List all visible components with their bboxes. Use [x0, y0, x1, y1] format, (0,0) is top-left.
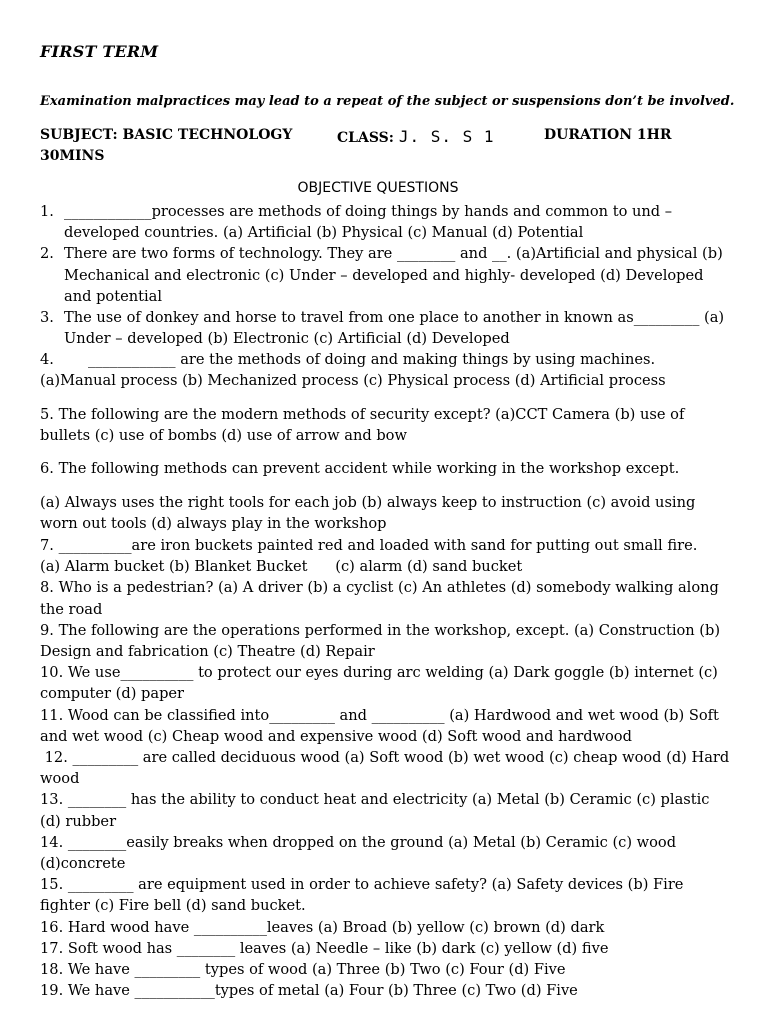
question-line: 9. The following are the operations performed in the workshop, except. (a) Construction (b) Design and fabrication (c) Theatre (d) Repair [40, 621, 721, 661]
class-info [337, 127, 495, 146]
question-number: 2. [40, 245, 54, 263]
question-text: ____________processes are methods of doing things by hands and common to und – developed countries. (a) Artificial (b) Physical (c) Manual (d) Potential [64, 203, 673, 242]
question-line: 13. ________ has the ability to conduct heat and electricity (a) Metal (b) Ceramic (c) plastic (d) rubber [40, 791, 710, 830]
malpractice-warning: Examination malpractices may lead to a repeat of the subject or suspensions don’t be involved. [40, 94, 735, 109]
question-line: 18. We have _________ types of wood (a) Three (b) Two (c) Four (d) Five [40, 961, 566, 979]
duration-continuation: 30MINS [40, 148, 105, 164]
question-line: 12. _________ are called deciduous wood (a) Soft wood (b) wet wood (c) cheap wood (d) Hard wood [40, 749, 734, 788]
question-line: 19. We have ___________types of metal (a) Four (b) Three (c) Two (d) Five [40, 982, 578, 1000]
question-item [40, 349, 730, 391]
question-text: There are two forms of technology. They are ________ and __. (a)Artificial and physical (b) Mechanical and electronic (c) Under – developed and highly- developed (d) Developed and potential [64, 245, 723, 305]
section-title: OBJECTIVE QUESTIONS [297, 180, 459, 196]
question-text: The use of donkey and horse to travel from one place to another in known as_________ (a) Under – developed (b) Electronic (c) Artificial (d) Developed [64, 309, 725, 348]
numbered-questions [40, 201, 730, 349]
question-line: 15. _________ are equipment used in order to achieve safety? (a) Safety devices (b) Fire fighter (c) Fire bell (d) sand bucket. [40, 876, 684, 915]
subject-label: SUBJECT: BASIC TECHNOLOGY [40, 127, 293, 143]
question-paragraph: (a) Always uses the right tools for each job (b) always keep to instruction (c) avoid using worn out tools (d) always play in the workshop [40, 494, 696, 533]
question-item [40, 307, 730, 349]
question-number: 3. [40, 309, 54, 327]
question-number: 4. [40, 351, 54, 368]
question-line: 14. ________easily breaks when dropped on the ground (a) Metal (b) Ceramic (c) wood (d)concrete [40, 833, 677, 873]
question-line: 11. Wood can be classified into_________ and __________ (a) Hardwood and wet wood (b) Soft and wet wood (c) Cheap wood and expensive wood (d) Soft wood and hardwood [40, 706, 719, 745]
class-value: J. S. S 1 [398, 127, 495, 146]
question-line: 17. Soft wood has ________ leaves (a) Needle – like (b) dark (c) yellow (d) five [40, 939, 609, 957]
question-line: (a) Alarm bucket (b) Blanket Bucket (c) alarm (d) sand bucket [40, 558, 523, 576]
question-line: 7. __________are iron buckets painted red and loaded with sand for putting out small fire. [40, 537, 698, 554]
question-item [40, 201, 730, 243]
term-heading: FIRST TERM [40, 42, 159, 61]
question-paragraph: 5. The following are the modern methods of security except? (a)CCT Camera (b) use of bullets (c) use of bombs (d) use of arrow and bow [40, 406, 685, 445]
question-line: 8. Who is a pedestrian? (a) A driver (b) a cyclist (c) An athletes (d) somebody walking along the road [40, 579, 719, 618]
class-label: CLASS: [337, 130, 394, 146]
question-number: 1. [40, 203, 54, 220]
question-line: 16. Hard wood have __________leaves (a) Broad (b) yellow (c) brown (d) dark [40, 918, 605, 936]
question-text: ____________ are the methods of doing and making things by using machines. (a)Manual process (b) Mechanized process (c) Physical process (d) Artificial process [40, 351, 666, 390]
question-paragraph: 6. The following methods can prevent accident while working in the workshop except. [40, 460, 680, 477]
question-line: 10. We use__________ to protect our eyes during arc welding (a) Dark goggle (b) internet (c) computer (d) paper [40, 664, 718, 703]
question-list [40, 535, 734, 1001]
question-item [40, 243, 730, 307]
duration-label: DURATION 1HR [544, 127, 672, 143]
